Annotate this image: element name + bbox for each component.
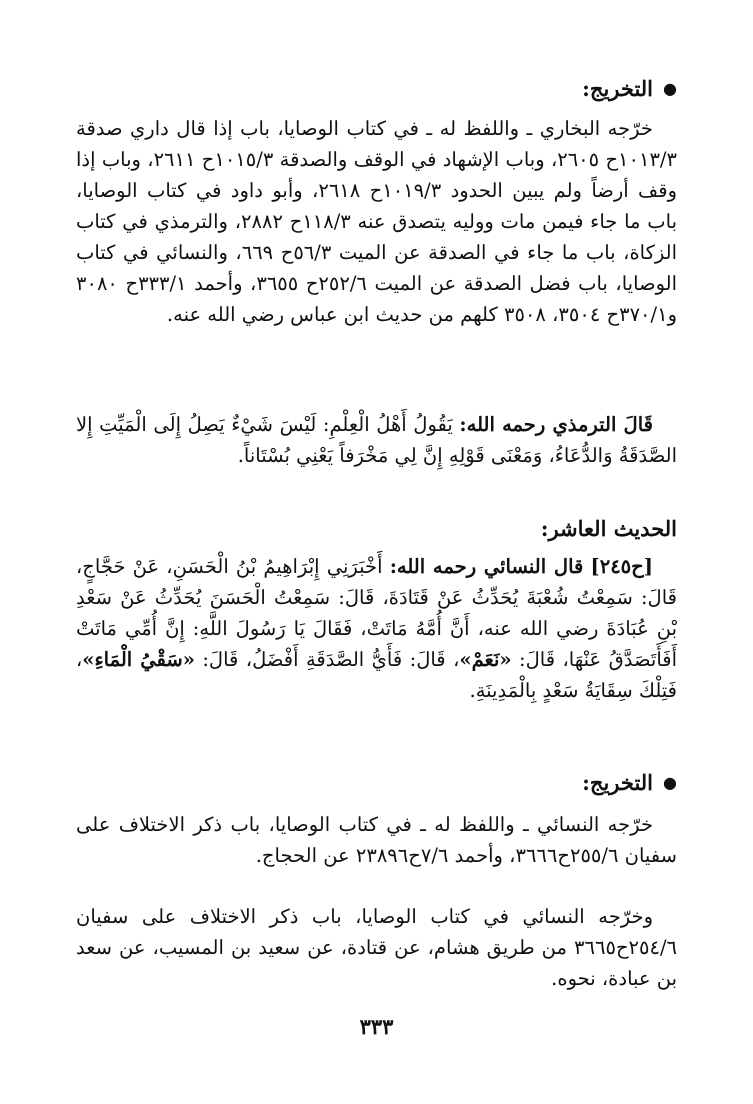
takhrij-paragraph-2a: خرّجه النسائي ـ واللفظ له ـ في كتاب الوصايا، باب ذكر الاختلاف على سفيان ٢٥٥/٦ح٣٦٦٦، وأحمد ٧/٦ح٢٣٨٩٦ عن الحجاج. xyxy=(76,813,677,867)
hadith-text-part-2: ، قَالَ: فَأَيُّ الصَّدَقَةِ أَفْضَلُ، قَالَ: xyxy=(202,648,460,671)
hadith-number: [ح٢٤٥] xyxy=(590,555,653,578)
hadith-text xyxy=(76,551,677,706)
hadith-lead: قال النسائي رحمه الله: xyxy=(389,555,584,578)
hadith-heading: الحديث العاشر: xyxy=(540,516,677,541)
takhrij-heading-1: ●التخريج: xyxy=(582,76,677,101)
page-number: ٣٣٣ xyxy=(359,1014,394,1039)
hadith-text-part-1: أَخْبَرَنِي إِبْرَاهِيمُ بْنُ الْحَسَنِ، عَنْ حَجَّاجٍ، قَالَ: سَمِعْتُ شُعْبَةَ يُحَدِّثُ عَنْ قَتَادَةَ، قَالَ: سَمِعْتُ الْحَسَنَ يُحَدِّثُ عَنْ سَعْدِ بْنِ عُبَادَةَ رضي الله عنه، أَنَّ أُمَّهُ مَاتَتْ، فَقَالَ يَا رَسُولَ اللَّهِ: إِنَّ أُمِّي مَاتَتْ أَفَأَتَصَدَّقُ عَنْهَا، قَالَ: xyxy=(76,555,678,671)
tirmidhi-quote xyxy=(76,409,677,471)
takhrij-heading-2: ●التخريج: xyxy=(582,770,677,795)
tirmidhi-lead: قَالَ الترمذي رحمه الله: xyxy=(459,413,653,436)
bullet-icon: ● xyxy=(663,773,677,792)
hadith-quote-2: «سَقْيُ الْمَاءِ» xyxy=(82,648,195,671)
hadith-text-part-3: ، فَتِلْكَ سِقَايَةُ سَعْدٍ بِالْمَدِينَةِ. xyxy=(76,648,677,702)
bullet-icon: ● xyxy=(663,79,677,98)
takhrij-paragraph-2b: وخرّجه النسائي في كتاب الوصايا، باب ذكر الاختلاف على سفيان ٢٥٤/٦ح٣٦٦٥ من طريق هشام، عن قتادة، عن سعيد بن المسيب، عن سعد بن عبادة، نحوه. xyxy=(76,905,677,990)
tirmidhi-text: يَقُولُ أَهْلُ الْعِلْمِ: لَيْسَ شَيْءٌ يَصِلُ إِلَى الْمَيِّتِ إِلا الصَّدَقَةُ وَالدُّعَاءُ، وَمَعْنَى قَوْلِهِ إِنَّ لِي مَخْرَفاً يَعْنِي بُسْتَاناً. xyxy=(76,413,677,467)
takhrij-paragraph-1: خرّجه البخاري ـ واللفظ له ـ في كتاب الوصايا، باب إذا قال داري صدقة ١٠١٣/٣ح ٢٦٠٥، وباب الإشهاد في الوقف والصدقة ١٠١٥/٣ح ٢٦١١، وباب إذا وقف أرضاً ولم يبين الحدود ١٠١٩/٣ح ٢٦١٨، وأبو داود في كتاب الوصايا، باب ما جاء فيمن مات ووليه يتصدق عنه ١١٨/٣ح ٢٨٨٢، والترمذي في كتاب الزكاة، باب ما جاء في الصدقة عن الميت ٥٦/٣ح ٦٦٩، والنسائي في كتاب الوصايا، باب فضل الصدقة عن الميت ٢٥٢/٦ح ٣٦٥٥، وأحمد ٣٣٣/١ح ٣٠٨٠ و٣٧٠/١ح ٣٥٠٤، ٣٥٠٨ كلهم من حديث ابن عباس رضي الله عنه. xyxy=(76,117,678,326)
hadith-quote-1: «نَعَمْ» xyxy=(459,648,512,671)
